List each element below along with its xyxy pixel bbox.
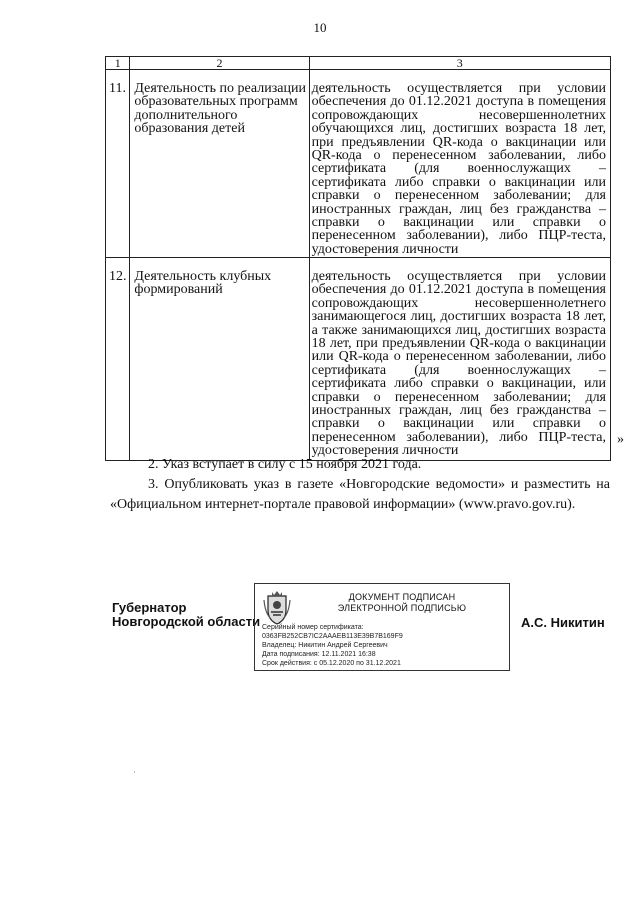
stamp-details (262, 623, 403, 668)
page-number: 10 (313, 20, 327, 35)
signatory-name: А.С. Никитин (521, 615, 605, 630)
table-row (106, 70, 611, 258)
column-header-3: 3 (309, 57, 610, 70)
paragraph-3: 3. Опубликовать указ в газете «Новгородские ведомости» и разместить на «Официальном интернет-портале правовой информации» (www.pravo.gov.ru). (110, 477, 610, 512)
signatory-title-line1: Губернатор (112, 600, 187, 615)
column-header-1: 1 (106, 57, 130, 70)
row-number: 11. (106, 70, 130, 258)
scan-speck (134, 771, 135, 773)
signatory-title-line2: Новгородской области (112, 614, 261, 629)
cert-validity: Срок действия: с 05.12.2020 по 31.12.2021 (262, 660, 401, 667)
row-number: 12. (106, 258, 130, 461)
closing-quote: » (617, 432, 624, 447)
column-header-2: 2 (130, 57, 309, 70)
signed-date: Дата подписания: 12.11.2021 16:38 (262, 651, 376, 658)
stamp-header-line1: ДОКУМЕНТ ПОДПИСАН (348, 592, 456, 602)
signatory-title (112, 601, 260, 629)
stamp-header-line2: ЭЛЕКТРОННОЙ ПОДПИСЬЮ (337, 603, 467, 613)
table-header-row (106, 57, 611, 70)
table-row (106, 258, 611, 461)
condition-cell: деятельность осуществляется при условии обеспечения до 01.12.2021 доступа в помещения сопровождающих несовершеннолетнего занимающегося лиц, достигших возраста 18 лет, а также занимающихся лиц, достигших возраста 18 лет, при предъявлении QR-кода о вакцинации или QR-кода о перенесенном заболевании, либо сертификата (для военнослужащих – сертификата либо справки о вакцинации, или справки о перенесенном заболевании; для иностранных граждан, лиц без гражданства – справки о вакцинации или справки о перенесенном заболевании), либо ПЦР-теста, удостоверения личности (309, 258, 610, 461)
cert-owner: Владелец: Никитин Андрей Сергеевич (262, 642, 388, 649)
activity-cell: Деятельность клубных формирований (130, 258, 309, 461)
condition-cell: деятельность осуществляется при условии обеспечения до 01.12.2021 доступа в помещения сопровождающих несовершеннолетних обучающихся лиц, достигших возраста 18 лет, при предъявлении QR-кода о вакцинации или QR-кода о перенесенном заболевании, либо сертификата (для военнослужащих – сертификата либо справки о вакцинации или справки о перенесенном заболевании; для иностранных граждан, лиц без гражданства – справки о вакцинации или справки о перенесенном заболевании), либо ПЦР-теста, удостоверения личности (309, 70, 610, 258)
cert-serial: 0363FB252CB7IC2AAAEB113E39B7B169F9 (262, 633, 403, 640)
cert-label: Серийный номер сертификата: (262, 624, 364, 631)
coat-of-arms-icon (262, 590, 292, 626)
activity-cell: Деятельность по реализации образовательных программ дополнительного образования детей (130, 70, 309, 258)
stamp-header (302, 592, 502, 614)
decree-table (105, 56, 611, 461)
paragraph-2: 2. Указ вступает в силу с 15 ноября 2021 года. (148, 457, 422, 472)
